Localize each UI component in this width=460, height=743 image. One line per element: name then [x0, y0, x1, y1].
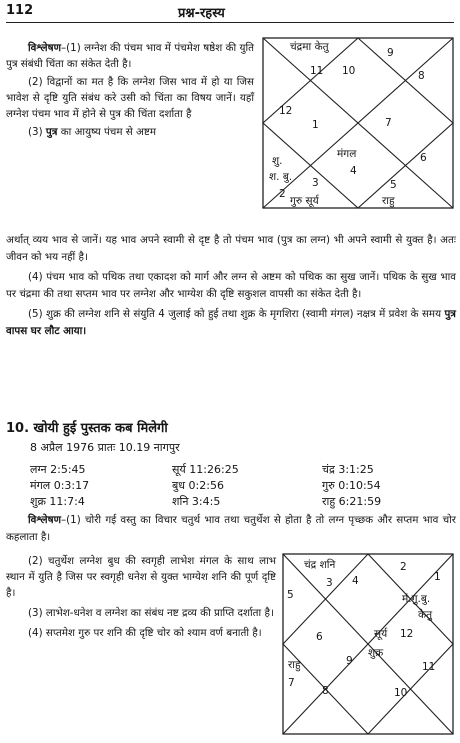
chart-2-house-10: 10	[394, 687, 408, 699]
chart-2-house-12: 12	[400, 628, 414, 640]
chart-1-planets-house-2b: श. बु.	[269, 171, 293, 183]
section-title: 10. खोयी हुई पुस्तक कब मिलेगी	[6, 421, 168, 436]
bottom-analysis-lead: विश्लेषण	[28, 514, 62, 526]
bottom-analysis-text	[6, 553, 276, 645]
chart-1-house-6: 6	[420, 152, 427, 164]
position-lagna: लग्न 2:5:45	[30, 463, 86, 476]
chart-2-planets-house-11: शुक्र	[368, 647, 384, 659]
chart-1-house-2: 2	[279, 188, 286, 200]
chart-1-planets-house-3: गुरु सूर्य	[290, 195, 319, 207]
top-para-2: (2) विद्वानों का मत है कि लग्नेश जिस भाव में हो या जिस भावेश से दृष्टि युति संबंध करे उसी को चिंता का विषय जानें। यहाँ लग्नेश पंचम भाव में होने से पुत्र की चिंता दर्शाता है	[6, 76, 254, 120]
chart-1-house-10: 10	[342, 65, 356, 77]
analysis-lead: विश्लेषण	[28, 42, 62, 54]
chart-1-house-3: 3	[312, 177, 319, 189]
horoscope-chart-2	[282, 553, 454, 735]
chart-2-house-7: 7	[288, 677, 295, 689]
header-rule	[6, 22, 454, 23]
chart-1-planets-house-4: मंगल	[337, 148, 357, 160]
chart-2-grid	[282, 553, 454, 735]
top-para-1: विश्लेषण–(1) लग्नेश की पंचम भाव में पंचमेश षष्ठेश की युति पुत्र संबंधी चिंता का संकेत देती है।	[6, 42, 254, 70]
chart-2-planets-house-8: राहु	[288, 659, 301, 671]
top-analysis-text	[6, 40, 254, 142]
bottom-para-1: विश्लेषण–(1) चोरी गई वस्तु का विचार चतुर्थ भाव तथा चतुर्थेश से होता है तो लग्न पृच्छक और सप्तम भाव चोर कहलाता है।	[6, 514, 456, 543]
chart-2-planets-house-1b: केतु	[418, 609, 433, 621]
chart-2-house-6: 6	[316, 631, 323, 643]
full-width-text	[6, 232, 456, 343]
chart-1-house-7: 7	[385, 117, 392, 129]
chart-2-house-2: 2	[400, 561, 407, 573]
chart-2-house-9: 9	[346, 655, 353, 667]
chart-1-house-4: 4	[350, 165, 357, 177]
para-5: (5) शुक्र की लग्नेश शनि से संयुति 4 जुलाई को हुई तथा शुक्र के मृगशिरा (स्वामी मंगल) नक्षत्र में प्रवेश के समय पुत्र वापस घर लौट आया।	[6, 308, 456, 337]
chart-2-house-3: 3	[326, 577, 333, 589]
chart-1-house-9: 9	[387, 47, 394, 59]
running-header: प्रश्न-रहस्य	[178, 6, 225, 21]
position-shani: शनि 3:4:5	[172, 495, 221, 508]
query-date-line: 8 अप्रैल 1976 प्रातः 10.19 नागपुर	[30, 441, 180, 454]
bottom-para-3: (3) लाभेश-धनेश व लग्नेश का संबंध नष्ट द्रव्य की प्राप्ति दर्शाता है।	[28, 607, 274, 619]
chart-2-house-11: 11	[422, 661, 436, 673]
chart-2-house-4: 4	[352, 575, 359, 587]
position-shukra: शुक्र 11:7:4	[30, 495, 85, 508]
chart-2-house-5: 5	[287, 589, 294, 601]
chart-1-house-11: 11	[310, 65, 324, 77]
para-3-continued: अर्थात् व्यय भाव से जानें। यह भाव अपने स्वामी से दृष्ट है तो पंचम भाव (पुत्र का लग्न) भी अपने स्वामी से युक्त है। अतः जीवन को भय नहीं है।	[6, 234, 456, 263]
horoscope-chart-1	[262, 37, 454, 209]
chart-1-house-8: 8	[418, 70, 425, 82]
chart-2-house-1: 1	[434, 571, 441, 583]
chart-1-planets-house-10: चंद्रमा केतु	[290, 41, 329, 53]
bottom-para-4: (4) सप्तमेश गुरु पर शनि की दृष्टि चोर को श्याम वर्ण बनाती है।	[28, 627, 262, 639]
chart-1-planets-house-5: राहु	[382, 195, 395, 207]
chart-2-planets-house-1: मं.गु.बु.	[402, 593, 431, 605]
position-surya: सूर्य 11:26:25	[172, 463, 239, 476]
chart-1-grid	[262, 37, 454, 209]
position-guru: गुरु 0:10:54	[322, 479, 381, 492]
position-budh: बुध 0:2:56	[172, 479, 224, 492]
position-rahu: राहु 6:21:59	[322, 495, 382, 508]
position-chandra: चंद्र 3:1:25	[322, 463, 374, 476]
bottom-para-2: (2) चतुर्थेश लग्नेश बुध की स्वगृही लाभेश मंगल के साथ लाभ स्थान में युति है जिस पर स्वगृही धनेश से युक्त भाग्येश शनि की पूर्ण दृष्टि है।	[6, 555, 276, 599]
position-mangal: मंगल 0:3:17	[30, 479, 90, 492]
para-4: (4) पंचम भाव को पथिक तथा एकादश को मार्ग और लग्न से अष्टम को पथिक का सुख जानें। पथिक के सुख भाव पर चंद्रमा की तथा सप्तम भाव पर लग्नेश और भाग्येश की दृष्टि सकुशल वापसी का संकेत देती है।	[6, 271, 456, 300]
chart-2-planets-house-3: चंद्र शनि	[304, 559, 336, 571]
chart-2-house-8: 8	[322, 685, 329, 697]
chart-1-house-5: 5	[390, 179, 397, 191]
chart-1-planets-house-2a: शु.	[272, 155, 283, 167]
top-para-3-start: (3) पुत्र का आयुष्य पंचम से अष्टम	[28, 126, 157, 138]
chart-1-house-1: 1	[312, 119, 319, 131]
chart-1-house-12: 12	[279, 105, 293, 117]
page-number: 112	[6, 3, 34, 18]
chart-2-planets-house-12: सूर्य	[374, 628, 388, 640]
